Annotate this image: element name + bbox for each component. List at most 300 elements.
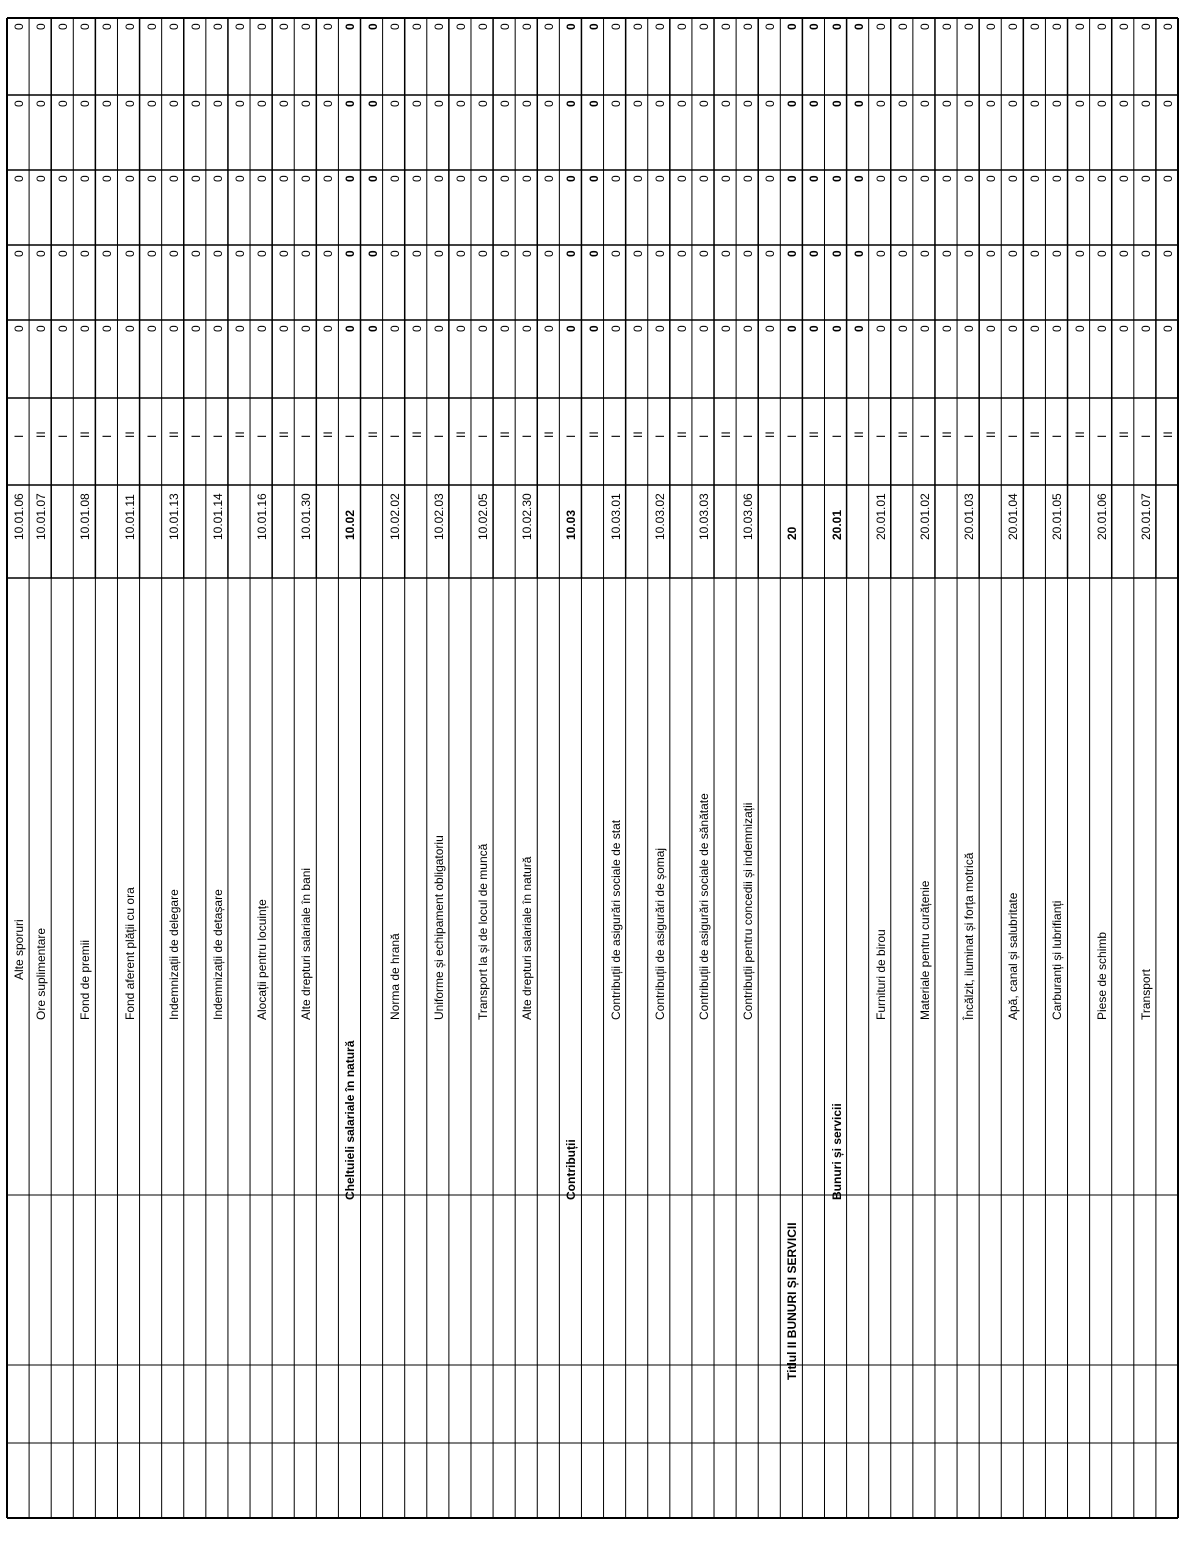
value-cell: 0 <box>299 175 314 182</box>
value-cell: 0 <box>12 175 27 182</box>
row-name: Alte drepturi salariale în bani <box>299 867 314 1020</box>
value-cell: 0 <box>1028 100 1043 107</box>
code-cell: 10.02 <box>343 509 358 540</box>
value-cell: 0 <box>674 325 689 332</box>
value-cell: 0 <box>895 100 910 107</box>
value-cell: 0 <box>962 250 977 257</box>
level-cell: II <box>277 431 292 438</box>
value-cell: 0 <box>586 23 601 30</box>
value-cell: 0 <box>365 100 380 107</box>
value-cell: 0 <box>277 325 292 332</box>
level-cell: II <box>34 431 49 438</box>
value-cell: 0 <box>1006 325 1021 332</box>
row-name: Alte sporuri <box>12 919 27 980</box>
value-cell: 0 <box>188 100 203 107</box>
value-cell: 0 <box>962 23 977 30</box>
value-cell: 0 <box>895 175 910 182</box>
value-cell: 0 <box>365 325 380 332</box>
level-cell: II <box>409 431 424 438</box>
value-cell: 0 <box>696 325 711 332</box>
value-cell: 0 <box>56 175 71 182</box>
level-cell: II <box>453 431 468 438</box>
value-cell: 0 <box>763 175 778 182</box>
level-cell: II <box>122 431 137 438</box>
value-cell: 0 <box>56 100 71 107</box>
value-cell: 0 <box>652 175 667 182</box>
value-cell: 0 <box>763 325 778 332</box>
value-cell: 0 <box>1006 23 1021 30</box>
value-cell: 0 <box>741 175 756 182</box>
value-cell: 0 <box>321 325 336 332</box>
value-cell: 0 <box>984 23 999 30</box>
value-cell: 0 <box>1050 325 1065 332</box>
value-cell: 0 <box>542 325 557 332</box>
value-cell: 0 <box>630 175 645 182</box>
code-cell: 10.03.03 <box>696 493 711 540</box>
value-cell: 0 <box>873 325 888 332</box>
value-cell: 0 <box>387 250 402 257</box>
value-cell: 0 <box>144 23 159 30</box>
value-cell: 0 <box>1028 325 1043 332</box>
level-cell: I <box>1006 434 1021 438</box>
value-cell: 0 <box>586 325 601 332</box>
value-cell: 0 <box>962 175 977 182</box>
level-cell: II <box>719 431 734 438</box>
value-cell: 0 <box>34 23 49 30</box>
row-name: Ore suplimentare <box>34 927 49 1020</box>
value-cell: 0 <box>719 175 734 182</box>
value-cell: 0 <box>476 175 491 182</box>
value-cell: 0 <box>520 100 535 107</box>
value-cell: 0 <box>1160 100 1175 107</box>
value-cell: 0 <box>542 175 557 182</box>
row-name: Fond aferent plății cu ora <box>122 887 137 1020</box>
value-cell: 0 <box>630 325 645 332</box>
row-name: Contribuții pentru concedii și indemnizații <box>741 802 756 1020</box>
value-cell: 0 <box>498 175 513 182</box>
value-cell: 0 <box>586 175 601 182</box>
row-name: Indemnizații de delegare <box>166 889 181 1020</box>
value-cell: 0 <box>343 175 358 182</box>
value-cell: 0 <box>255 100 270 107</box>
value-cell: 0 <box>166 325 181 332</box>
value-cell: 0 <box>144 250 159 257</box>
value-cell: 0 <box>873 23 888 30</box>
value-cell: 0 <box>741 250 756 257</box>
value-cell: 0 <box>1138 325 1153 332</box>
code-cell: 20 <box>785 526 800 540</box>
code-cell: 20.01.07 <box>1138 493 1153 540</box>
value-cell: 0 <box>917 23 932 30</box>
value-cell: 0 <box>763 23 778 30</box>
value-cell: 0 <box>188 250 203 257</box>
level-cell: I <box>962 434 977 438</box>
level-cell: II <box>1072 431 1087 438</box>
value-cell: 0 <box>652 100 667 107</box>
value-cell: 0 <box>608 175 623 182</box>
code-cell: 10.01.14 <box>210 493 225 540</box>
value-cell: 0 <box>232 100 247 107</box>
value-cell: 0 <box>431 100 446 107</box>
value-cell: 0 <box>829 175 844 182</box>
value-cell: 0 <box>1160 23 1175 30</box>
value-cell: 0 <box>431 325 446 332</box>
value-cell: 0 <box>78 100 93 107</box>
value-cell: 0 <box>12 325 27 332</box>
value-cell: 0 <box>785 100 800 107</box>
level-cell: II <box>763 431 778 438</box>
value-cell: 0 <box>608 325 623 332</box>
value-cell: 0 <box>1050 250 1065 257</box>
row-name: Fond de premii <box>78 939 93 1020</box>
code-cell: 20.01.05 <box>1050 493 1065 540</box>
level-cell: I <box>696 434 711 438</box>
value-cell: 0 <box>1116 250 1131 257</box>
value-cell: 0 <box>741 100 756 107</box>
value-cell: 0 <box>1050 23 1065 30</box>
value-cell: 0 <box>984 250 999 257</box>
value-cell: 0 <box>719 100 734 107</box>
value-cell: 0 <box>940 23 954 30</box>
value-cell: 0 <box>630 23 645 30</box>
value-cell: 0 <box>1072 250 1087 257</box>
value-cell: 0 <box>1094 100 1109 107</box>
value-cell: 0 <box>188 325 203 332</box>
row-name: Cheltuieli salariale în natură <box>343 1040 358 1200</box>
value-cell: 0 <box>387 100 402 107</box>
value-cell: 0 <box>674 23 689 30</box>
level-cell: II <box>1160 431 1175 438</box>
value-cell: 0 <box>453 250 468 257</box>
value-cell: 0 <box>917 325 932 332</box>
level-cell: I <box>785 434 800 438</box>
value-cell: 0 <box>34 175 49 182</box>
value-cell: 0 <box>1094 325 1109 332</box>
row-name: Transport la și de locul de muncă <box>476 843 491 1020</box>
level-cell: II <box>365 431 380 438</box>
value-cell: 0 <box>453 175 468 182</box>
value-cell: 0 <box>829 100 844 107</box>
code-cell: 20.01.01 <box>873 493 888 540</box>
value-cell: 0 <box>696 175 711 182</box>
value-cell: 0 <box>917 100 932 107</box>
level-cell: I <box>431 434 446 438</box>
level-cell: II <box>78 431 93 438</box>
value-cell: 0 <box>851 175 866 182</box>
value-cell: 0 <box>962 325 977 332</box>
value-cell: 0 <box>409 250 424 257</box>
value-cell: 0 <box>1072 23 1087 30</box>
value-cell: 0 <box>277 250 292 257</box>
value-cell: 0 <box>1006 100 1021 107</box>
value-cell: 0 <box>630 100 645 107</box>
level-cell: I <box>299 434 314 438</box>
value-cell: 0 <box>343 100 358 107</box>
level-cell: I <box>343 434 358 438</box>
value-cell: 0 <box>387 175 402 182</box>
code-cell: 10.02.05 <box>476 493 491 540</box>
level-cell: I <box>1050 434 1065 438</box>
code-cell: 10.01.11 <box>122 494 137 540</box>
value-cell: 0 <box>851 23 866 30</box>
value-cell: 0 <box>122 100 137 107</box>
level-cell: I <box>873 434 888 438</box>
level-cell: II <box>807 431 822 438</box>
value-cell: 0 <box>100 23 115 30</box>
code-cell: 10.01.06 <box>12 493 27 540</box>
value-cell: 0 <box>608 100 623 107</box>
level-cell: I <box>144 434 159 438</box>
level-cell: I <box>100 434 115 438</box>
row-name: Transport <box>1138 969 1153 1020</box>
value-cell: 0 <box>100 100 115 107</box>
value-cell: 0 <box>210 175 225 182</box>
value-cell: 0 <box>520 325 535 332</box>
row-name: Uniforme și echipament obligatoriu <box>431 835 446 1020</box>
value-cell: 0 <box>1160 325 1175 332</box>
value-cell: 0 <box>1138 250 1153 257</box>
level-cell: I <box>564 434 579 438</box>
value-cell: 0 <box>785 325 800 332</box>
value-cell: 0 <box>387 23 402 30</box>
value-cell: 0 <box>34 100 49 107</box>
value-cell: 0 <box>520 23 535 30</box>
value-cell: 0 <box>719 325 734 332</box>
value-cell: 0 <box>321 175 336 182</box>
value-cell: 0 <box>1094 175 1109 182</box>
row-name: Contribuții <box>564 1139 579 1200</box>
value-cell: 0 <box>210 100 225 107</box>
value-cell: 0 <box>719 23 734 30</box>
value-cell: 0 <box>453 23 468 30</box>
value-cell: 0 <box>520 175 535 182</box>
code-cell: 10.03 <box>564 509 579 540</box>
code-cell: 10.01.16 <box>255 493 270 540</box>
value-cell: 0 <box>520 250 535 257</box>
level-cell: I <box>1094 434 1109 438</box>
value-cell: 0 <box>652 23 667 30</box>
value-cell: 0 <box>78 175 93 182</box>
value-cell: 0 <box>453 100 468 107</box>
row-name: Indemnizații de detașare <box>210 889 225 1020</box>
value-cell: 0 <box>1072 100 1087 107</box>
value-cell: 0 <box>409 175 424 182</box>
value-cell: 0 <box>232 250 247 257</box>
value-cell: 0 <box>409 325 424 332</box>
value-cell: 0 <box>1138 175 1153 182</box>
value-cell: 0 <box>498 23 513 30</box>
value-cell: 0 <box>343 250 358 257</box>
value-cell: 0 <box>895 23 910 30</box>
value-cell: 0 <box>1028 175 1043 182</box>
row-name: Carburanți și lubrifianți <box>1050 900 1065 1020</box>
value-cell: 0 <box>696 100 711 107</box>
value-cell: 0 <box>564 325 579 332</box>
code-cell: 10.02.30 <box>520 493 535 540</box>
value-cell: 0 <box>255 325 270 332</box>
value-cell: 0 <box>56 325 71 332</box>
value-cell: 0 <box>1050 100 1065 107</box>
value-cell: 0 <box>122 325 137 332</box>
code-cell: 10.01.07 <box>34 493 49 540</box>
value-cell: 0 <box>476 23 491 30</box>
value-cell: 0 <box>785 175 800 182</box>
value-cell: 0 <box>1116 23 1131 30</box>
value-cell: 0 <box>785 23 800 30</box>
value-cell: 0 <box>144 100 159 107</box>
level-cell: II <box>166 431 181 438</box>
value-cell: 0 <box>34 250 49 257</box>
value-cell: 0 <box>277 175 292 182</box>
value-cell: 0 <box>674 175 689 182</box>
value-cell: 0 <box>476 100 491 107</box>
value-cell: 0 <box>365 23 380 30</box>
value-cell: 0 <box>984 100 999 107</box>
value-cell: 0 <box>741 23 756 30</box>
value-cell: 0 <box>873 175 888 182</box>
value-cell: 0 <box>453 325 468 332</box>
value-cell: 0 <box>1006 250 1021 257</box>
value-cell: 0 <box>78 325 93 332</box>
value-cell: 0 <box>984 325 999 332</box>
value-cell: 0 <box>299 250 314 257</box>
value-cell: 0 <box>851 250 866 257</box>
value-cell: 0 <box>940 250 954 257</box>
value-cell: 0 <box>674 250 689 257</box>
row-name: Alte drepturi salariale în natură <box>520 856 535 1020</box>
level-cell: II <box>1116 431 1131 438</box>
level-cell: I <box>12 434 27 438</box>
level-cell: I <box>520 434 535 438</box>
value-cell: 0 <box>299 23 314 30</box>
value-cell: 0 <box>741 325 756 332</box>
value-cell: 0 <box>564 100 579 107</box>
value-cell: 0 <box>78 23 93 30</box>
code-cell: 20.01 <box>829 509 844 540</box>
value-cell: 0 <box>56 250 71 257</box>
level-cell: II <box>984 431 999 438</box>
level-cell: I <box>210 434 225 438</box>
value-cell: 0 <box>210 250 225 257</box>
row-name: Bunuri și servicii <box>829 1103 844 1200</box>
value-cell: 0 <box>166 23 181 30</box>
code-cell: 10.01.30 <box>299 493 314 540</box>
value-cell: 0 <box>696 250 711 257</box>
code-cell: 20.01.04 <box>1006 493 1021 540</box>
level-cell: II <box>586 431 601 438</box>
code-cell: 10.01.08 <box>78 493 93 540</box>
value-cell: 0 <box>873 100 888 107</box>
value-cell: 0 <box>232 23 247 30</box>
value-cell: 0 <box>321 250 336 257</box>
code-cell: 10.03.06 <box>741 493 756 540</box>
value-cell: 0 <box>940 175 954 182</box>
value-cell: 0 <box>1094 250 1109 257</box>
value-cell: 0 <box>829 23 844 30</box>
code-cell: 10.03.01 <box>608 493 623 540</box>
value-cell: 0 <box>100 250 115 257</box>
value-cell: 0 <box>940 100 954 107</box>
level-cell: I <box>387 434 402 438</box>
value-cell: 0 <box>895 250 910 257</box>
value-cell: 0 <box>1160 250 1175 257</box>
value-cell: 0 <box>12 23 27 30</box>
level-cell: II <box>630 431 645 438</box>
value-cell: 0 <box>851 100 866 107</box>
value-cell: 0 <box>807 325 822 332</box>
level-cell: I <box>56 434 71 438</box>
value-cell: 0 <box>144 175 159 182</box>
level-cell: II <box>542 431 557 438</box>
value-cell: 0 <box>917 175 932 182</box>
row-name: Apă, canal și salubritate <box>1006 892 1021 1020</box>
value-cell: 0 <box>1028 23 1043 30</box>
row-name: Furnituri de birou <box>873 929 888 1020</box>
value-cell: 0 <box>365 250 380 257</box>
value-cell: 0 <box>343 325 358 332</box>
value-cell: 0 <box>917 250 932 257</box>
value-cell: 0 <box>1094 23 1109 30</box>
value-cell: 0 <box>984 175 999 182</box>
value-cell: 0 <box>476 325 491 332</box>
value-cell: 0 <box>1160 175 1175 182</box>
value-cell: 0 <box>652 250 667 257</box>
value-cell: 0 <box>807 23 822 30</box>
value-cell: 0 <box>12 250 27 257</box>
value-cell: 0 <box>829 250 844 257</box>
value-cell: 0 <box>498 325 513 332</box>
value-cell: 0 <box>255 250 270 257</box>
level-cell: II <box>232 431 247 438</box>
row-name: Piese de schimb <box>1094 931 1109 1020</box>
value-cell: 0 <box>807 100 822 107</box>
value-cell: 0 <box>586 250 601 257</box>
value-cell: 0 <box>608 250 623 257</box>
value-cell: 0 <box>542 250 557 257</box>
value-cell: 0 <box>696 23 711 30</box>
value-cell: 0 <box>34 325 49 332</box>
value-cell: 0 <box>166 100 181 107</box>
value-cell: 0 <box>542 23 557 30</box>
value-cell: 0 <box>431 175 446 182</box>
level-cell: II <box>940 431 954 438</box>
value-cell: 0 <box>431 23 446 30</box>
value-cell: 0 <box>1116 325 1131 332</box>
code-cell: 10.02.02 <box>387 493 402 540</box>
value-cell: 0 <box>763 100 778 107</box>
value-cell: 0 <box>1116 100 1131 107</box>
code-cell: 10.01.13 <box>166 493 181 540</box>
code-cell: 20.01.02 <box>917 493 932 540</box>
value-cell: 0 <box>940 325 954 332</box>
value-cell: 0 <box>564 250 579 257</box>
row-name: Contribuții de asigurări de șomaj <box>652 847 667 1020</box>
value-cell: 0 <box>122 175 137 182</box>
row-name: Încălzit, iluminat și forța motrică <box>962 852 977 1020</box>
value-cell: 0 <box>409 100 424 107</box>
value-cell: 0 <box>829 325 844 332</box>
level-cell: II <box>851 431 866 438</box>
row-name: Alocații pentru locuințe <box>255 899 270 1020</box>
level-cell: I <box>608 434 623 438</box>
value-cell: 0 <box>807 175 822 182</box>
value-cell: 0 <box>1138 23 1153 30</box>
value-cell: 0 <box>100 325 115 332</box>
value-cell: 0 <box>763 250 778 257</box>
value-cell: 0 <box>387 325 402 332</box>
value-cell: 0 <box>321 100 336 107</box>
level-cell: I <box>829 434 844 438</box>
